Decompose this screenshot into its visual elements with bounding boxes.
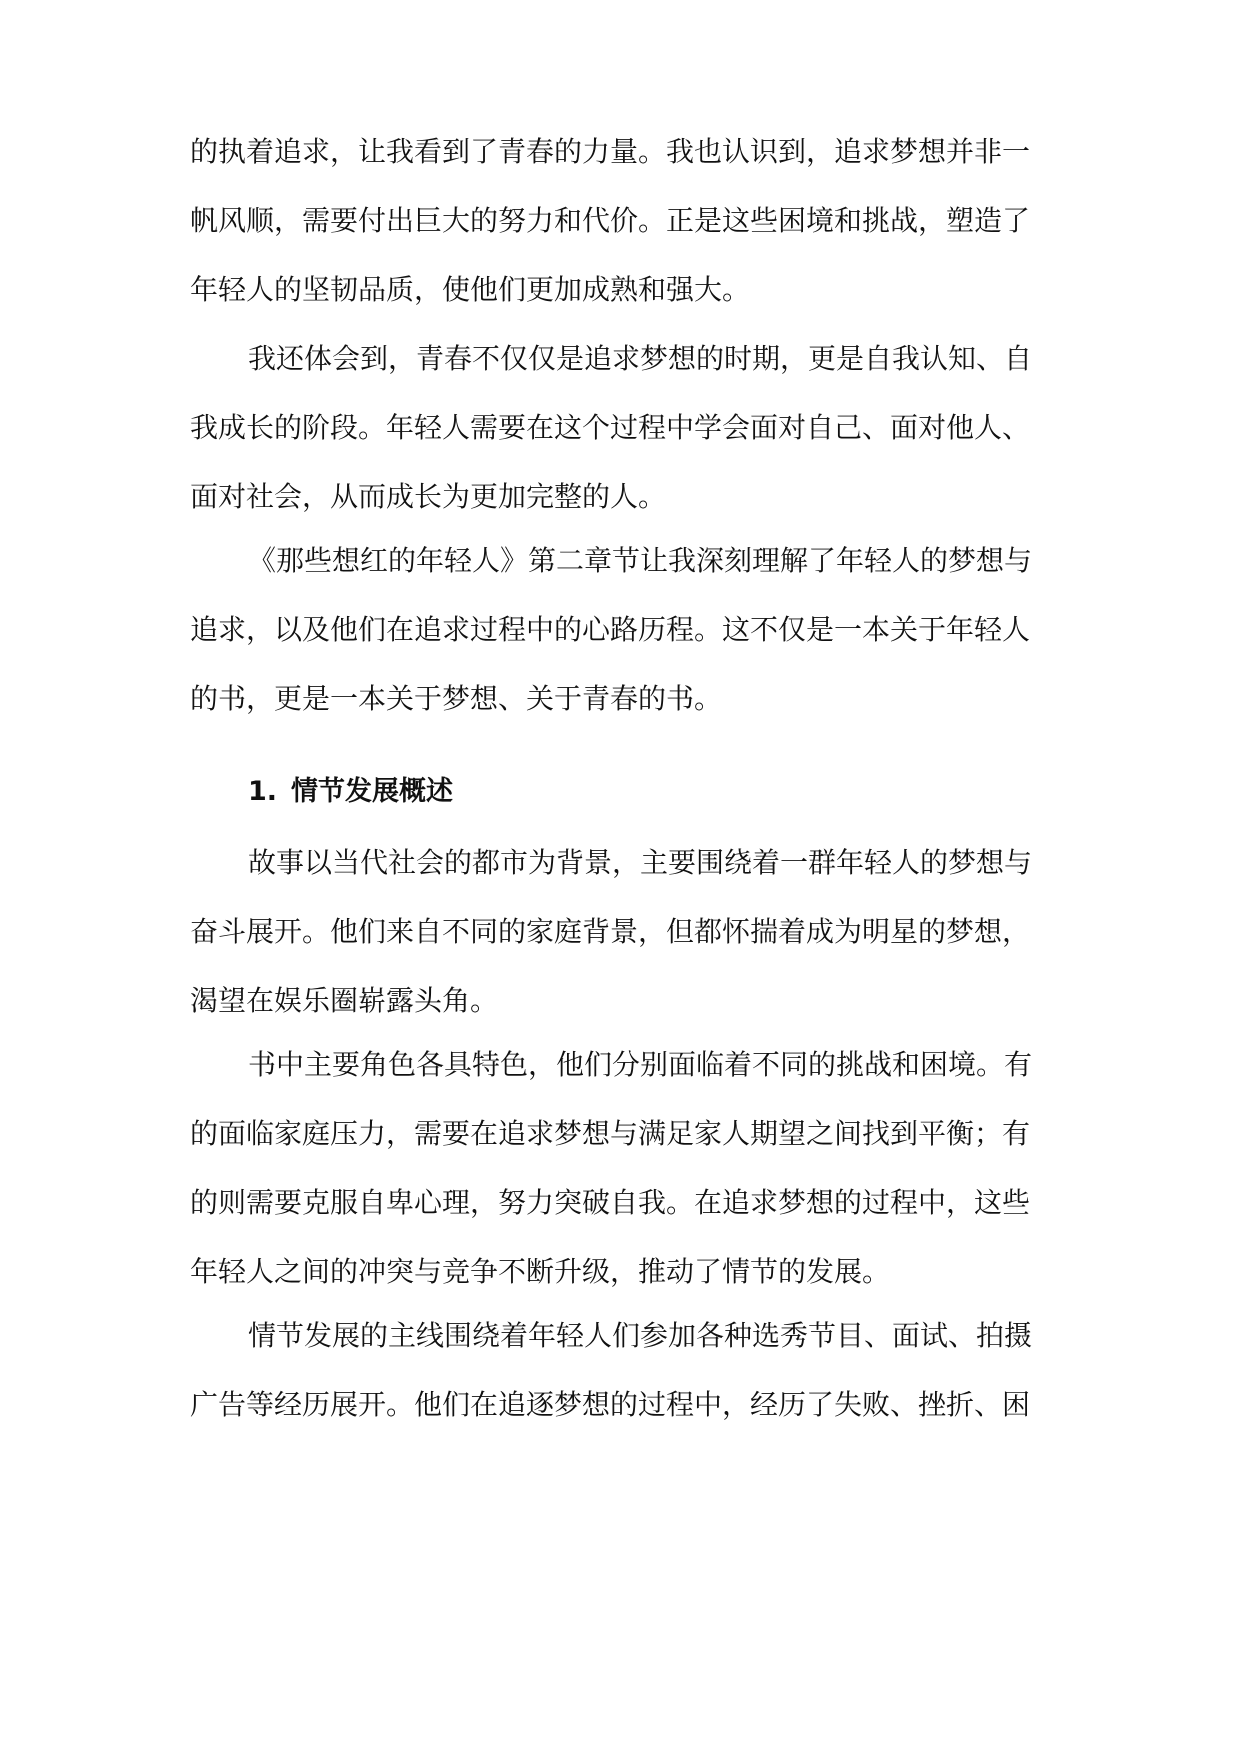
paragraph-line: 广告等经历展开。他们在追逐梦想的过程中，经历了失败、挫折、困 <box>190 1388 1031 1421</box>
paragraph-line: 年轻人之间的冲突与竞争不断升级，推动了情节的发展。 <box>190 1255 891 1288</box>
paragraph-line: 帆风顺，需要付出巨大的努力和代价。正是这些困境和挑战，塑造了 <box>190 204 1031 237</box>
paragraph-line: 《那些想红的年轻人》第二章节让我深刻理解了年轻人的梦想与 <box>248 544 1033 577</box>
paragraph-line: 面对社会，从而成长为更加完整的人。 <box>190 480 667 513</box>
paragraph-line: 我还体会到，青春不仅仅是追求梦想的时期，更是自我认知、自 <box>248 342 1033 375</box>
paragraph-line: 情节发展的主线围绕着年轻人们参加各种选秀节目、面试、拍摄 <box>248 1319 1033 1352</box>
paragraph-line: 的书，更是一本关于梦想、关于青春的书。 <box>190 682 723 715</box>
paragraph-line: 书中主要角色各具特色，他们分别面临着不同的挑战和困境。有 <box>248 1048 1033 1081</box>
section-heading-number: 1. <box>248 776 278 807</box>
paragraph-line: 我成长的阶段。年轻人需要在这个过程中学会面对自己、面对他人、 <box>190 411 1031 444</box>
paragraph-line: 年轻人的坚韧品质，使他们更加成熟和强大。 <box>190 273 751 306</box>
section-heading <box>248 772 453 812</box>
paragraph-line: 的则需要克服自卑心理，努力突破自我。在追求梦想的过程中，这些 <box>190 1186 1031 1219</box>
paragraph-line: 奋斗展开。他们来自不同的家庭背景，但都怀揣着成为明星的梦想， <box>190 915 1031 948</box>
paragraph-line: 渴望在娱乐圈崭露头角。 <box>190 984 499 1017</box>
paragraph-line: 的面临家庭压力，需要在追求梦想与满足家人期望之间找到平衡；有 <box>190 1117 1031 1150</box>
paragraph-line: 追求，以及他们在追求过程中的心路历程。这不仅是一本关于年轻人 <box>190 613 1031 646</box>
paragraph-line: 的执着追求，让我看到了青春的力量。我也认识到，追求梦想并非一 <box>190 135 1031 168</box>
paragraph-line: 故事以当代社会的都市为背景，主要围绕着一群年轻人的梦想与 <box>248 846 1033 879</box>
section-heading-title: 情节发展概述 <box>291 776 454 807</box>
